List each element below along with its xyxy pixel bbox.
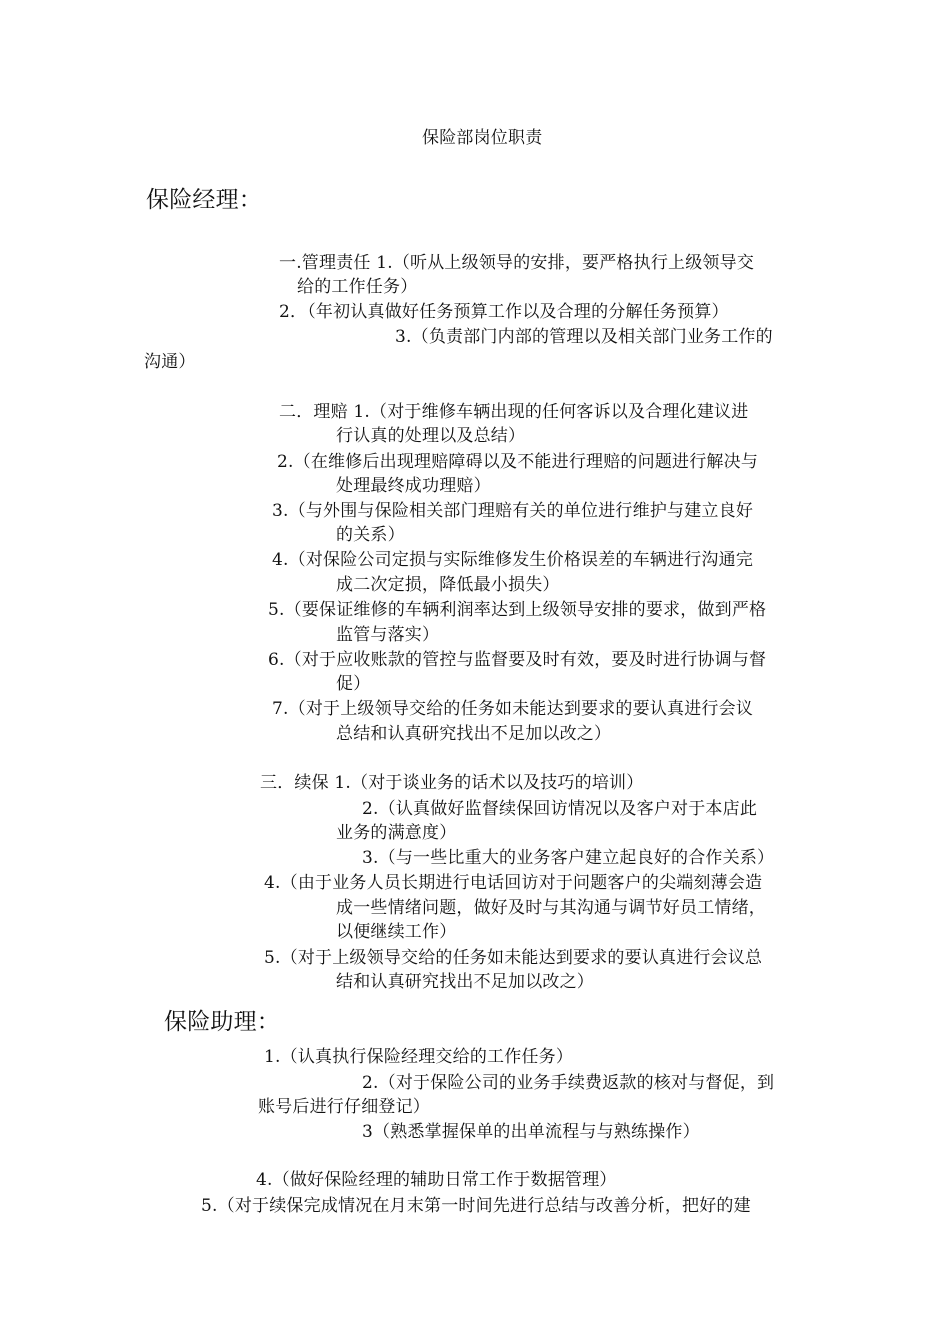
s3-line-6: 成一些情绪问题，做好及时与其沟通与调节好员工情绪， [336,898,766,918]
s2-line-13: 7.（对于上级领导交给的任务如未能达到要求的要认真进行会议 [272,699,754,719]
s2-line-2: 行认真的处理以及总结） [336,426,526,446]
assistant-line-2: 2.（对于保险公司的业务手续费返款的核对与督促，到 [362,1073,775,1093]
s2-line-11: 6.（对于应收账款的管控与监督要及时有效，要及时进行协调与督 [268,650,767,670]
assistant-line-4: 3（熟悉掌握保单的出单流程与与熟练操作） [362,1122,700,1142]
s1-line-2: 给的工作任务） [297,277,418,297]
s2-line-4: 处理最终成功理赔） [336,476,491,496]
s3-line-5: 4.（由于业务人员长期进行电话回访对于问题客户的尖端刻薄会造 [264,873,763,893]
s2-line-12: 促） [336,674,371,694]
s2-line-3: 2.（在维修后出现理赔障碍以及不能进行理赔的问题进行解决与 [277,452,759,472]
s2-line-5: 3.（与外围与保险相关部门理赔有关的单位进行维护与建立良好 [272,501,754,521]
s2-line-14: 总结和认真研究找出不足加以改之） [336,724,612,744]
s1-line-1: 一.管理责任 1.（听从上级领导的安排，要严格执行上级领导交 [279,253,755,273]
s3-line-8: 5.（对于上级领导交给的任务如未能达到要求的要认真进行会议总 [264,948,763,968]
s3-line-4: 3.（与一些比重大的业务客户建立起良好的合作关系） [362,848,775,868]
s1-line-5: 沟通） [144,352,196,372]
s3-line-9: 结和认真研究找出不足加以改之） [336,972,594,992]
s3-line-2: 2.（认真做好监督续保回访情况以及客户对于本店此 [362,799,758,819]
document-title: 保险部岗位职责 [422,128,543,148]
s2-line-8: 成二次定损，降低最小损失） [336,575,560,595]
s2-line-10: 监管与落实） [336,625,440,645]
assistant-line-5: 4.（做好保险经理的辅助日常工作于数据管理） [256,1170,617,1190]
assistant-line-3: 账号后进行仔细登记） [258,1097,430,1117]
s2-line-9: 5.（要保证维修的车辆利润率达到上级领导安排的要求，做到严格 [268,600,767,620]
s1-line-4: 3.（负责部门内部的管理以及相关部门业务工作的 [395,327,773,347]
assistant-heading: 保险助理： [164,1009,280,1035]
assistant-line-6: 5.（对于续保完成情况在月末第一时间先进行总结与改善分析，把好的建 [201,1196,751,1216]
s2-line-7: 4.（对保险公司定损与实际维修发生价格误差的车辆进行沟通完 [272,550,754,570]
s3-line-1: 三．续保 1.（对于谈业务的话术以及技巧的培训） [260,773,644,793]
manager-heading: 保险经理： [146,187,262,213]
s2-line-1: 二．理赔 1.（对于维修车辆出现的任何客诉以及合理化建议进 [279,402,749,422]
s3-line-3: 业务的满意度） [336,823,457,843]
s3-line-7: 以便继续工作） [336,922,457,942]
assistant-line-1: 1.（认真执行保险经理交给的工作任务） [264,1047,574,1067]
s2-line-6: 的关系） [336,525,405,545]
s1-line-3: 2．（年初认真做好任务预算工作以及合理的分解任务预算） [279,302,729,322]
